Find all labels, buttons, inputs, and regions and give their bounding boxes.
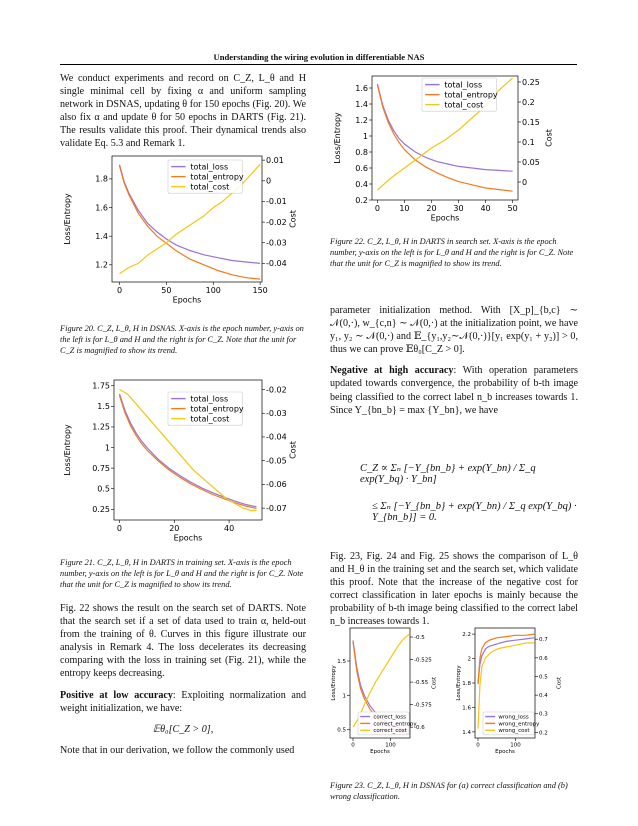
y2-tick-label: -0.03	[266, 409, 287, 419]
y-tick-label: 0.6	[355, 163, 368, 173]
x-tick-label: 0	[351, 742, 355, 749]
x-axis-label: Epochs	[495, 749, 515, 756]
y2-tick-label: 0.15	[522, 117, 540, 127]
x-tick-label: 20	[169, 524, 180, 533]
y2-axis-label: Cost	[556, 676, 563, 690]
y-tick-label: 1.2	[95, 260, 108, 270]
x-tick-label: 30	[453, 204, 464, 213]
y-tick-label: 1	[342, 693, 346, 700]
y-tick-label: 0.5	[337, 727, 346, 734]
legend-label-correct_entropy: correct_entropy	[373, 721, 417, 728]
y-tick-label: 2.2	[462, 632, 471, 639]
y-axis-label: Loss/Entropy	[456, 665, 462, 701]
y-tick-label: 1.2	[355, 115, 368, 125]
left-column-lower	[60, 602, 306, 765]
legend-label-total_loss: total_loss	[444, 80, 483, 90]
y2-tick-label: -0.5	[414, 634, 425, 641]
y2-axis-label: Cost	[544, 129, 554, 147]
figure-22-caption: Figure 22. C_Z, L_θ, H in DARTS in search set. X-axis is the epoch number, y-axis on the left is for L_θ and H and the right is for C_Z. Note that the unit for C_Z is magnified to show its trend.	[330, 237, 574, 269]
y-tick-label: 1.4	[355, 99, 368, 109]
x-tick-label: 100	[385, 742, 396, 749]
y-tick-label: 1.75	[92, 381, 110, 391]
y2-tick-label: 0.7	[539, 637, 548, 644]
legend-label-wrong_loss: wrong_loss	[498, 714, 529, 721]
legend-label-total_entropy: total_entropy	[444, 90, 498, 100]
legend-label-total_cost: total_cost	[444, 100, 484, 110]
left-paragraph-4: Note that in our derivation, we follow the commonly used	[60, 744, 295, 756]
y-tick-label: 1.6	[95, 203, 108, 213]
y-tick-label: 0.8	[355, 147, 368, 157]
left-paragraph-2: Fig. 22 shows the result on the search set of DARTS. Note that the search set if a set of data used to train α, held-out from the training of θ. Curves in this figure illustrate our analysis in Remark 4. The loss decelerates its decreasing comparing with the loss in training set (Fig. 21), while the entropy keeps decreasing.	[60, 603, 306, 680]
y-tick-label: 2	[467, 656, 471, 663]
x-tick-label: 40	[224, 524, 235, 533]
y-tick-label: 1.4	[95, 231, 108, 241]
figure-21-caption: Figure 21. C_Z, L_θ, H in DARTS in training set. X-axis is the epoch number, y-axis on the left is for L_θ and H and the right is for C_Z. Note that the unit for C_Z is magnified to show its trend.	[60, 558, 304, 590]
y-axis-label: Loss/Entropy	[63, 424, 72, 476]
positive-low-accuracy-text: : Exploiting normalization and weight initialization, we have:	[60, 689, 306, 714]
figure-23b-chart	[455, 620, 579, 774]
x-axis-label: Epochs	[370, 749, 390, 756]
x-tick-label: 0	[476, 742, 480, 749]
legend-label-total_entropy: total_entropy	[190, 172, 244, 182]
y-tick-label: 0.5	[97, 484, 110, 494]
y-tick-label: 0.25	[92, 505, 110, 515]
y2-tick-label: 0.05	[522, 157, 540, 167]
y-axis-label: Loss/Entropy	[331, 665, 337, 701]
y-tick-label: 1.8	[95, 174, 108, 184]
y2-tick-label: 0.4	[539, 693, 548, 700]
y2-tick-label: -0.575	[414, 702, 432, 709]
y-tick-label: 1.4	[462, 729, 471, 736]
right-paragraph-2	[330, 364, 578, 416]
y-tick-label: 1.5	[337, 658, 346, 665]
x-axis-label: Epochs	[430, 213, 460, 223]
positive-low-accuracy-heading: Positive at low accuracy	[60, 689, 173, 701]
y2-tick-label: 0.6	[539, 655, 548, 662]
negative-high-accuracy-heading: Negative at high accuracy	[330, 365, 454, 377]
y-tick-label: 1.25	[92, 422, 110, 432]
x-tick-label: 10	[399, 204, 410, 213]
y2-tick-label: 0.5	[539, 674, 548, 681]
figure-20-chart	[60, 150, 306, 316]
x-tick-label: 40	[480, 204, 491, 213]
figure-23a-chart	[330, 620, 454, 774]
y2-tick-label: -0.07	[266, 503, 287, 513]
left-column	[60, 72, 306, 159]
y2-axis-label: Cost	[288, 210, 298, 228]
y2-tick-label: 0.3	[539, 711, 548, 718]
legend-label-total_loss: total_loss	[190, 394, 229, 404]
legend-label-correct_cost: correct_cost	[373, 728, 407, 735]
legend-label-total_cost: total_cost	[190, 414, 230, 424]
y2-tick-label: 0.01	[266, 155, 284, 165]
figure-20-caption: Figure 20. C_Z, L_θ, H in DSNAS. X-axis is the epoch number, y-axis on the left is for L_θ and H and the right is for C_Z. Note that the unit for C_Z is magnified to show its trend.	[60, 324, 304, 356]
y-tick-label: 1.5	[97, 402, 110, 412]
legend-label-total_loss: total_loss	[190, 162, 229, 172]
x-tick-label: 0	[374, 204, 380, 213]
right-column	[330, 304, 578, 425]
right-equation-1: C_Z ∝ Σₙ [−Y_{bn_b} + exp(Y_bn) / Σ_q exp(Y_bq) · Y_bn]	[360, 463, 536, 485]
y2-tick-label: 0	[522, 177, 528, 187]
y2-tick-label: 0.2	[539, 730, 548, 737]
y-tick-label: 1.8	[462, 680, 471, 687]
x-tick-label: 50	[161, 286, 172, 295]
y2-tick-label: 0.25	[522, 77, 540, 87]
figure-21-chart	[60, 372, 306, 544]
y2-tick-label: -0.03	[266, 238, 287, 248]
header-rule	[60, 64, 577, 65]
y2-tick-label: 0.2	[522, 97, 535, 107]
negative-high-accuracy-text: : With operation parameters updated towards convergence, the probability of b-th image being classified to the correct label n_b increases towards 1. Since Y_{bn_b} = max {Y_bn}, we have	[330, 365, 578, 416]
y2-tick-label: -0.55	[414, 680, 429, 687]
y2-tick-label: -0.02	[266, 385, 287, 395]
y2-tick-label: -0.01	[266, 197, 287, 207]
y-tick-label: 1.6	[462, 705, 471, 712]
y-tick-label: 0.4	[355, 179, 368, 189]
y-tick-label: 0.75	[92, 463, 110, 473]
figure-23-caption: Figure 23. C_Z, L_θ, H in DSNAS for (a) correct classification and (b) wrong classification.	[330, 781, 568, 802]
figure-22-chart	[330, 70, 578, 228]
y2-tick-label: -0.6	[414, 725, 425, 732]
y-tick-label: 0.2	[355, 195, 368, 205]
y2-tick-label: 0	[266, 176, 272, 186]
y-axis-label: Loss/Entropy	[63, 193, 72, 245]
legend-label-wrong_entropy: wrong_entropy	[498, 721, 540, 728]
right-equation-2: ≤ Σₙ [−Y_{bn_b} + exp(Y_bn) / Σ_q exp(Y_bq) · Y_{bn_b}] = 0.	[372, 501, 577, 523]
x-axis-label: Epochs	[173, 533, 203, 543]
y2-tick-label: -0.04	[266, 259, 287, 269]
y2-axis-label: Cost	[288, 441, 298, 459]
right-paragraph-3: Fig. 23, Fig. 24 and Fig. 25 shows the comparison of L_θ and H_θ in the training set and the search set, which validate this proof. Note that the increase of the negative cost for correct classification in later epochs is mainly because the probability of b-th image being classified to the correct label n_b increases towards 1.	[330, 551, 578, 628]
y2-tick-label: -0.04	[266, 432, 287, 442]
y2-tick-label: -0.06	[266, 480, 287, 490]
x-tick-label: 50	[507, 204, 518, 213]
x-tick-label: 100	[510, 742, 521, 749]
y-tick-label: 1	[104, 443, 110, 453]
y2-axis-label: Cost	[431, 676, 438, 690]
running-header: Understanding the wiring evolution in differentiable NAS	[213, 52, 425, 62]
x-tick-label: 0	[116, 286, 123, 295]
legend-label-correct_loss: correct_loss	[373, 714, 407, 721]
y-tick-label: 1	[362, 131, 368, 141]
x-tick-label: 20	[426, 204, 437, 213]
legend-label-total_entropy: total_entropy	[190, 404, 244, 414]
right-paragraph-1: parameter initialization method. With [X_p]_{b,c} ∼ 𝒩(0,·), w_{c,n} ∼ 𝒩(0,·) at the initialization point, we have y₁, y₂ ∼ 𝒩(0,·) and 𝔼_{y₁,y₂∼𝒩(0,·)}[y₁ exp(y₁ + y₂)] > 0, thus we can prove 𝔼θ₀[C_Z > 0].	[330, 305, 578, 356]
x-tick-label: 100	[205, 286, 221, 295]
x-axis-label: Epochs	[172, 295, 202, 305]
x-tick-label: 0	[116, 524, 123, 533]
left-equation: 𝔼θ₀[C_Z > 0],	[152, 723, 214, 735]
y-tick-label: 1.6	[355, 83, 368, 93]
y2-tick-label: -0.525	[414, 657, 432, 664]
legend-label-total_cost: total_cost	[190, 182, 230, 192]
x-tick-label: 150	[252, 286, 268, 295]
y2-tick-label: 0.1	[522, 137, 535, 147]
y-axis-label: Loss/Entropy	[333, 112, 342, 164]
y2-tick-label: -0.02	[266, 217, 287, 227]
legend-label-wrong_cost: wrong_cost	[498, 728, 530, 735]
left-paragraph-1: We conduct experiments and record on C_Z, L_θ and H single minimal cell by fixing α and uniform sampling network in DSNAS, updating θ for 150 epochs (Fig. 20). We also fix α and update θ for 50 epochs in DARTS (Fig. 21). The results validate this proof. Their dynamical trends also validate Eq. 5.3 and Remark 1.	[60, 73, 306, 150]
left-paragraph-3	[60, 689, 306, 715]
y2-tick-label: -0.05	[266, 456, 287, 466]
